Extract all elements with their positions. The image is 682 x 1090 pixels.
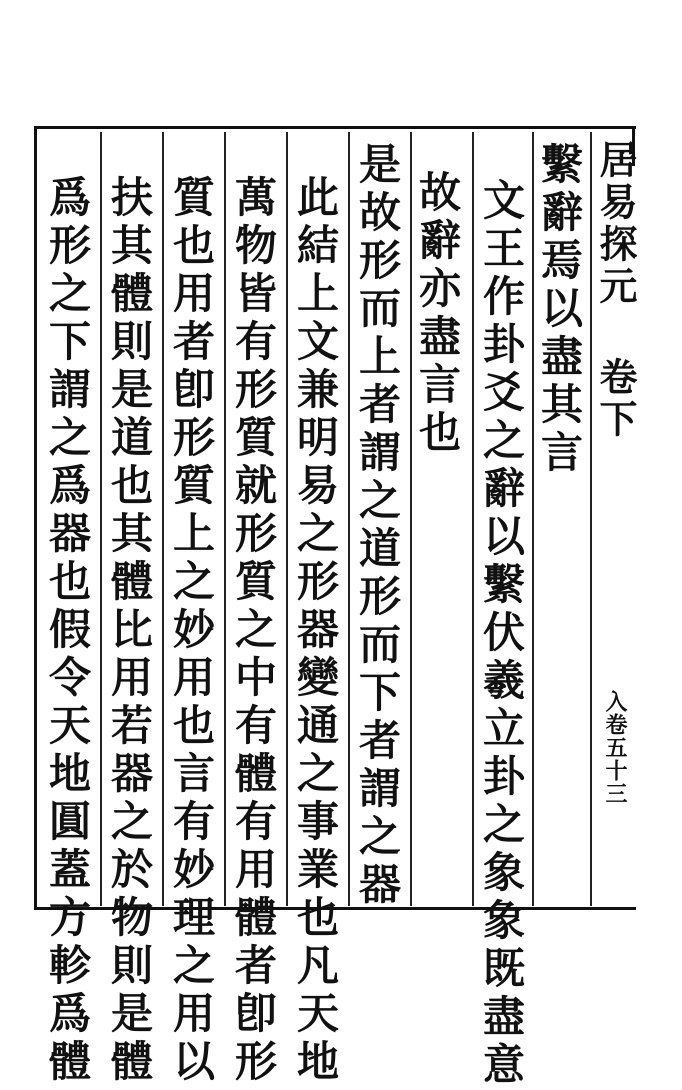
column-rule — [286, 132, 288, 906]
column-rule — [100, 132, 102, 906]
text-column: 此結上文兼明易之形器變通之事業也凡天地 — [291, 175, 340, 1087]
text-column: 故辭亦盡言也 — [413, 170, 462, 458]
margin-note: 入卷五十三 — [602, 690, 628, 805]
column-rule — [532, 132, 534, 906]
text-column: 萬物皆有形質就形質之中有體有用體者卽形 — [229, 175, 278, 1087]
column-rule — [472, 132, 474, 906]
text-column: 質也用者卽形質上之妙用也言有妙理之用以 — [167, 175, 216, 1087]
text-column: 是故形而上者謂之道形而下者謂之器 — [353, 142, 402, 910]
text-column: 扶其體則是道也其體比用若器之於物則是體 — [105, 175, 154, 1087]
text-column: 爲形之下謂之爲器也假令天地圓蓋方軫爲體 — [43, 175, 92, 1087]
column-rule — [162, 132, 164, 906]
book-title: 居易探元 卷下 — [593, 140, 638, 441]
column-rule — [348, 132, 350, 906]
text-column: 繫辭焉以盡其言 — [535, 142, 584, 478]
column-rule — [224, 132, 226, 906]
column-rule — [590, 132, 592, 906]
text-column: 文王作卦爻之辭以繫伏羲立卦之象象既盡意 — [477, 178, 526, 1090]
column-rule — [410, 132, 412, 906]
